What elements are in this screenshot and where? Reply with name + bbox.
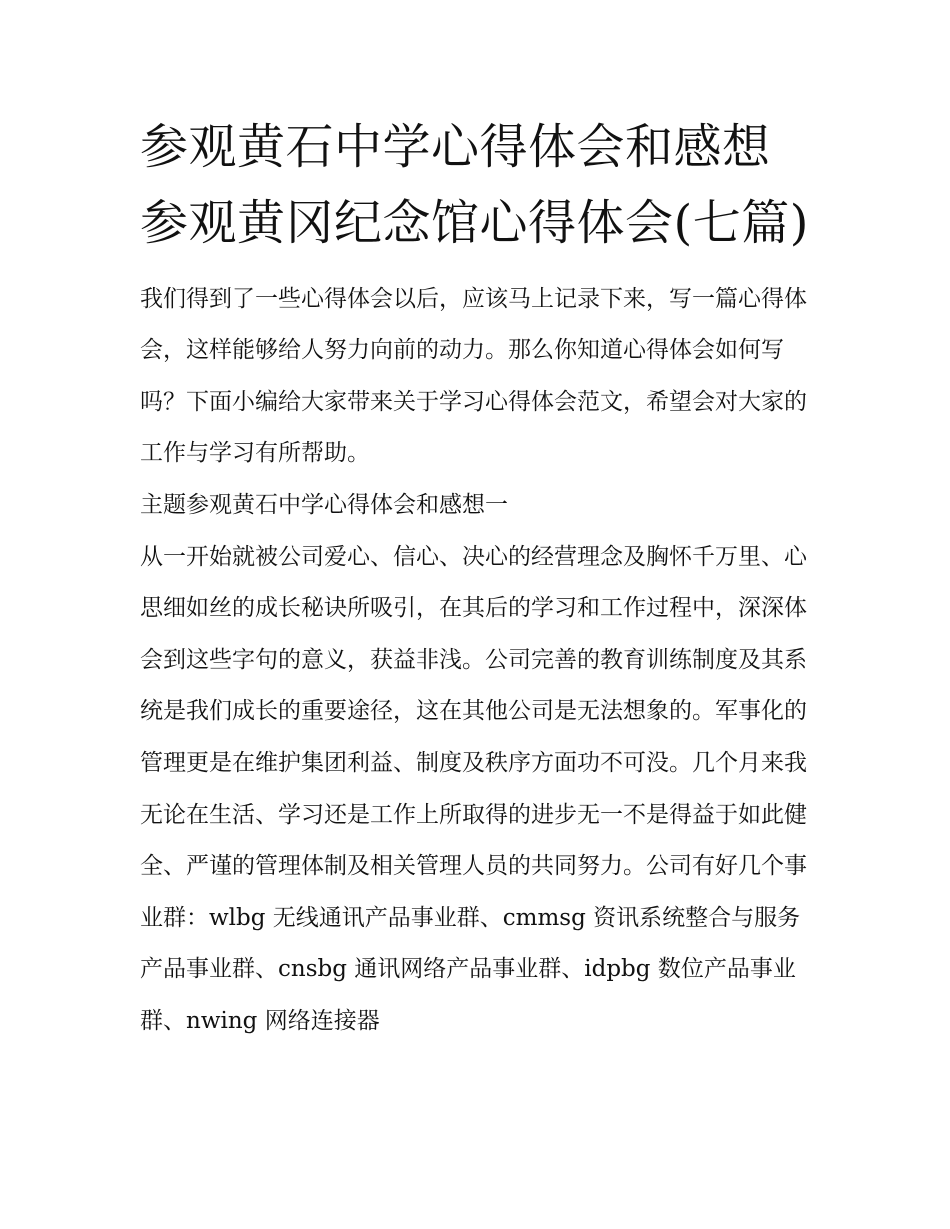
document-body [140,274,815,1048]
document-page [140,110,815,1048]
body-paragraph: 从一开始就被公司爱心、信心、决心的经营理念及胸怀千万里、心思细如丝的成长秘诀所吸引，在其后的学习和工作过程中，深深体会到这些字句的意义，获益非浅。公司完善的教育训练制度及其系统是我们成长的重要途径，这在其他公司是无法想象的。军事化的管理更是在维护集团利益、制度及秩序方面功不可没。几个月来我无论在生活、学习还是工作上所取得的进步无一不是得益于如此健全、严谨的管理体制及相关管理人员的共同努力。公司有好几个事业群：wlbg 无线通讯产品事业群、cmmsg 资讯系统整合与服务产品事业群、cnsbg 通讯网络产品事业群、idpbg 数位产品事业群、nwing 网络连接器 [140,543,807,1034]
document-title: 参观黄石中学心得体会和感想参观黄冈纪念馆心得体会(七篇) [140,119,809,251]
section-heading: 主题参观黄石中学心得体会和感想一 [140,492,508,519]
intro-paragraph: 我们得到了一些心得体会以后，应该马上记录下来，写一篇心得体会，这样能够给人努力向前的动力。那么你知道心得体会如何写吗？下面小编给大家带来关于学习心得体会范文，希望会对大家的工作与学习有所帮助。 [140,285,807,467]
